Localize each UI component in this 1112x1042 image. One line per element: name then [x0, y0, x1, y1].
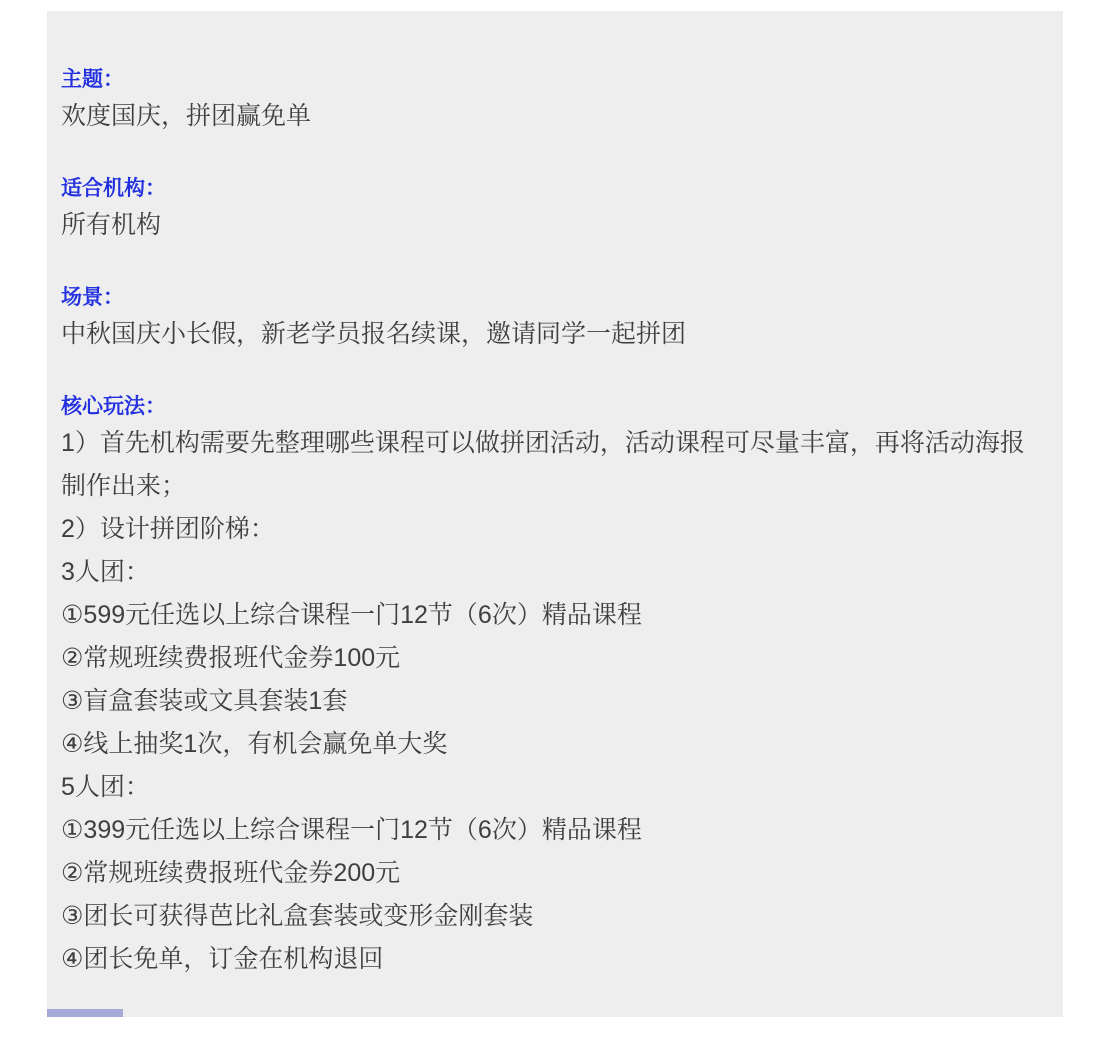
group5-benefit-4: ④团长免单，订金在机构退回 — [61, 945, 384, 973]
section-gameplay — [61, 392, 1048, 981]
theme-heading: 主题： — [61, 68, 124, 91]
gameplay-step2: 2）设计拼团阶梯： — [61, 515, 275, 543]
group3-benefit-3: ③盲盒套装或文具套装1套 — [61, 687, 348, 715]
gameplay-step1-line2: 制作出来； — [61, 472, 187, 500]
audience-text: 所有机构 — [61, 211, 162, 239]
scenario-text: 中秋国庆小长假，新老学员报名续课，邀请同学一起拼团 — [61, 320, 687, 348]
accent-bar — [47, 1009, 123, 1017]
group3-benefit-2: ②常规班续费报班代金券100元 — [61, 644, 401, 672]
scenario-heading: 场景： — [61, 286, 124, 309]
group-of-5-label: 5人团： — [61, 773, 150, 801]
group5-benefit-2: ②常规班续费报班代金券200元 — [61, 859, 401, 887]
group3-benefit-4: ④线上抽奖1次，有机会赢免单大奖 — [61, 730, 448, 758]
section-scenario — [61, 283, 1048, 356]
group5-benefit-3: ③团长可获得芭比礼盒套装或变形金刚套装 — [61, 902, 534, 930]
group-of-3-label: 3人团： — [61, 558, 150, 586]
group3-benefit-1: ①599元任选以上综合课程一门12节（6次）精品课程 — [61, 601, 642, 629]
gameplay-step1-line1: 1）首先机构需要先整理哪些课程可以做拼团活动，活动课程可尽量丰富，再将活动海报 — [61, 429, 1025, 457]
group5-benefit-1: ①399元任选以上综合课程一门12节（6次）精品课程 — [61, 816, 642, 844]
content-panel — [47, 11, 1063, 1017]
gameplay-heading: 核心玩法： — [61, 395, 166, 418]
section-theme — [61, 65, 1048, 138]
section-audience — [61, 174, 1048, 247]
theme-text: 欢度国庆，拼团赢免单 — [61, 102, 312, 130]
audience-heading: 适合机构： — [61, 177, 166, 200]
